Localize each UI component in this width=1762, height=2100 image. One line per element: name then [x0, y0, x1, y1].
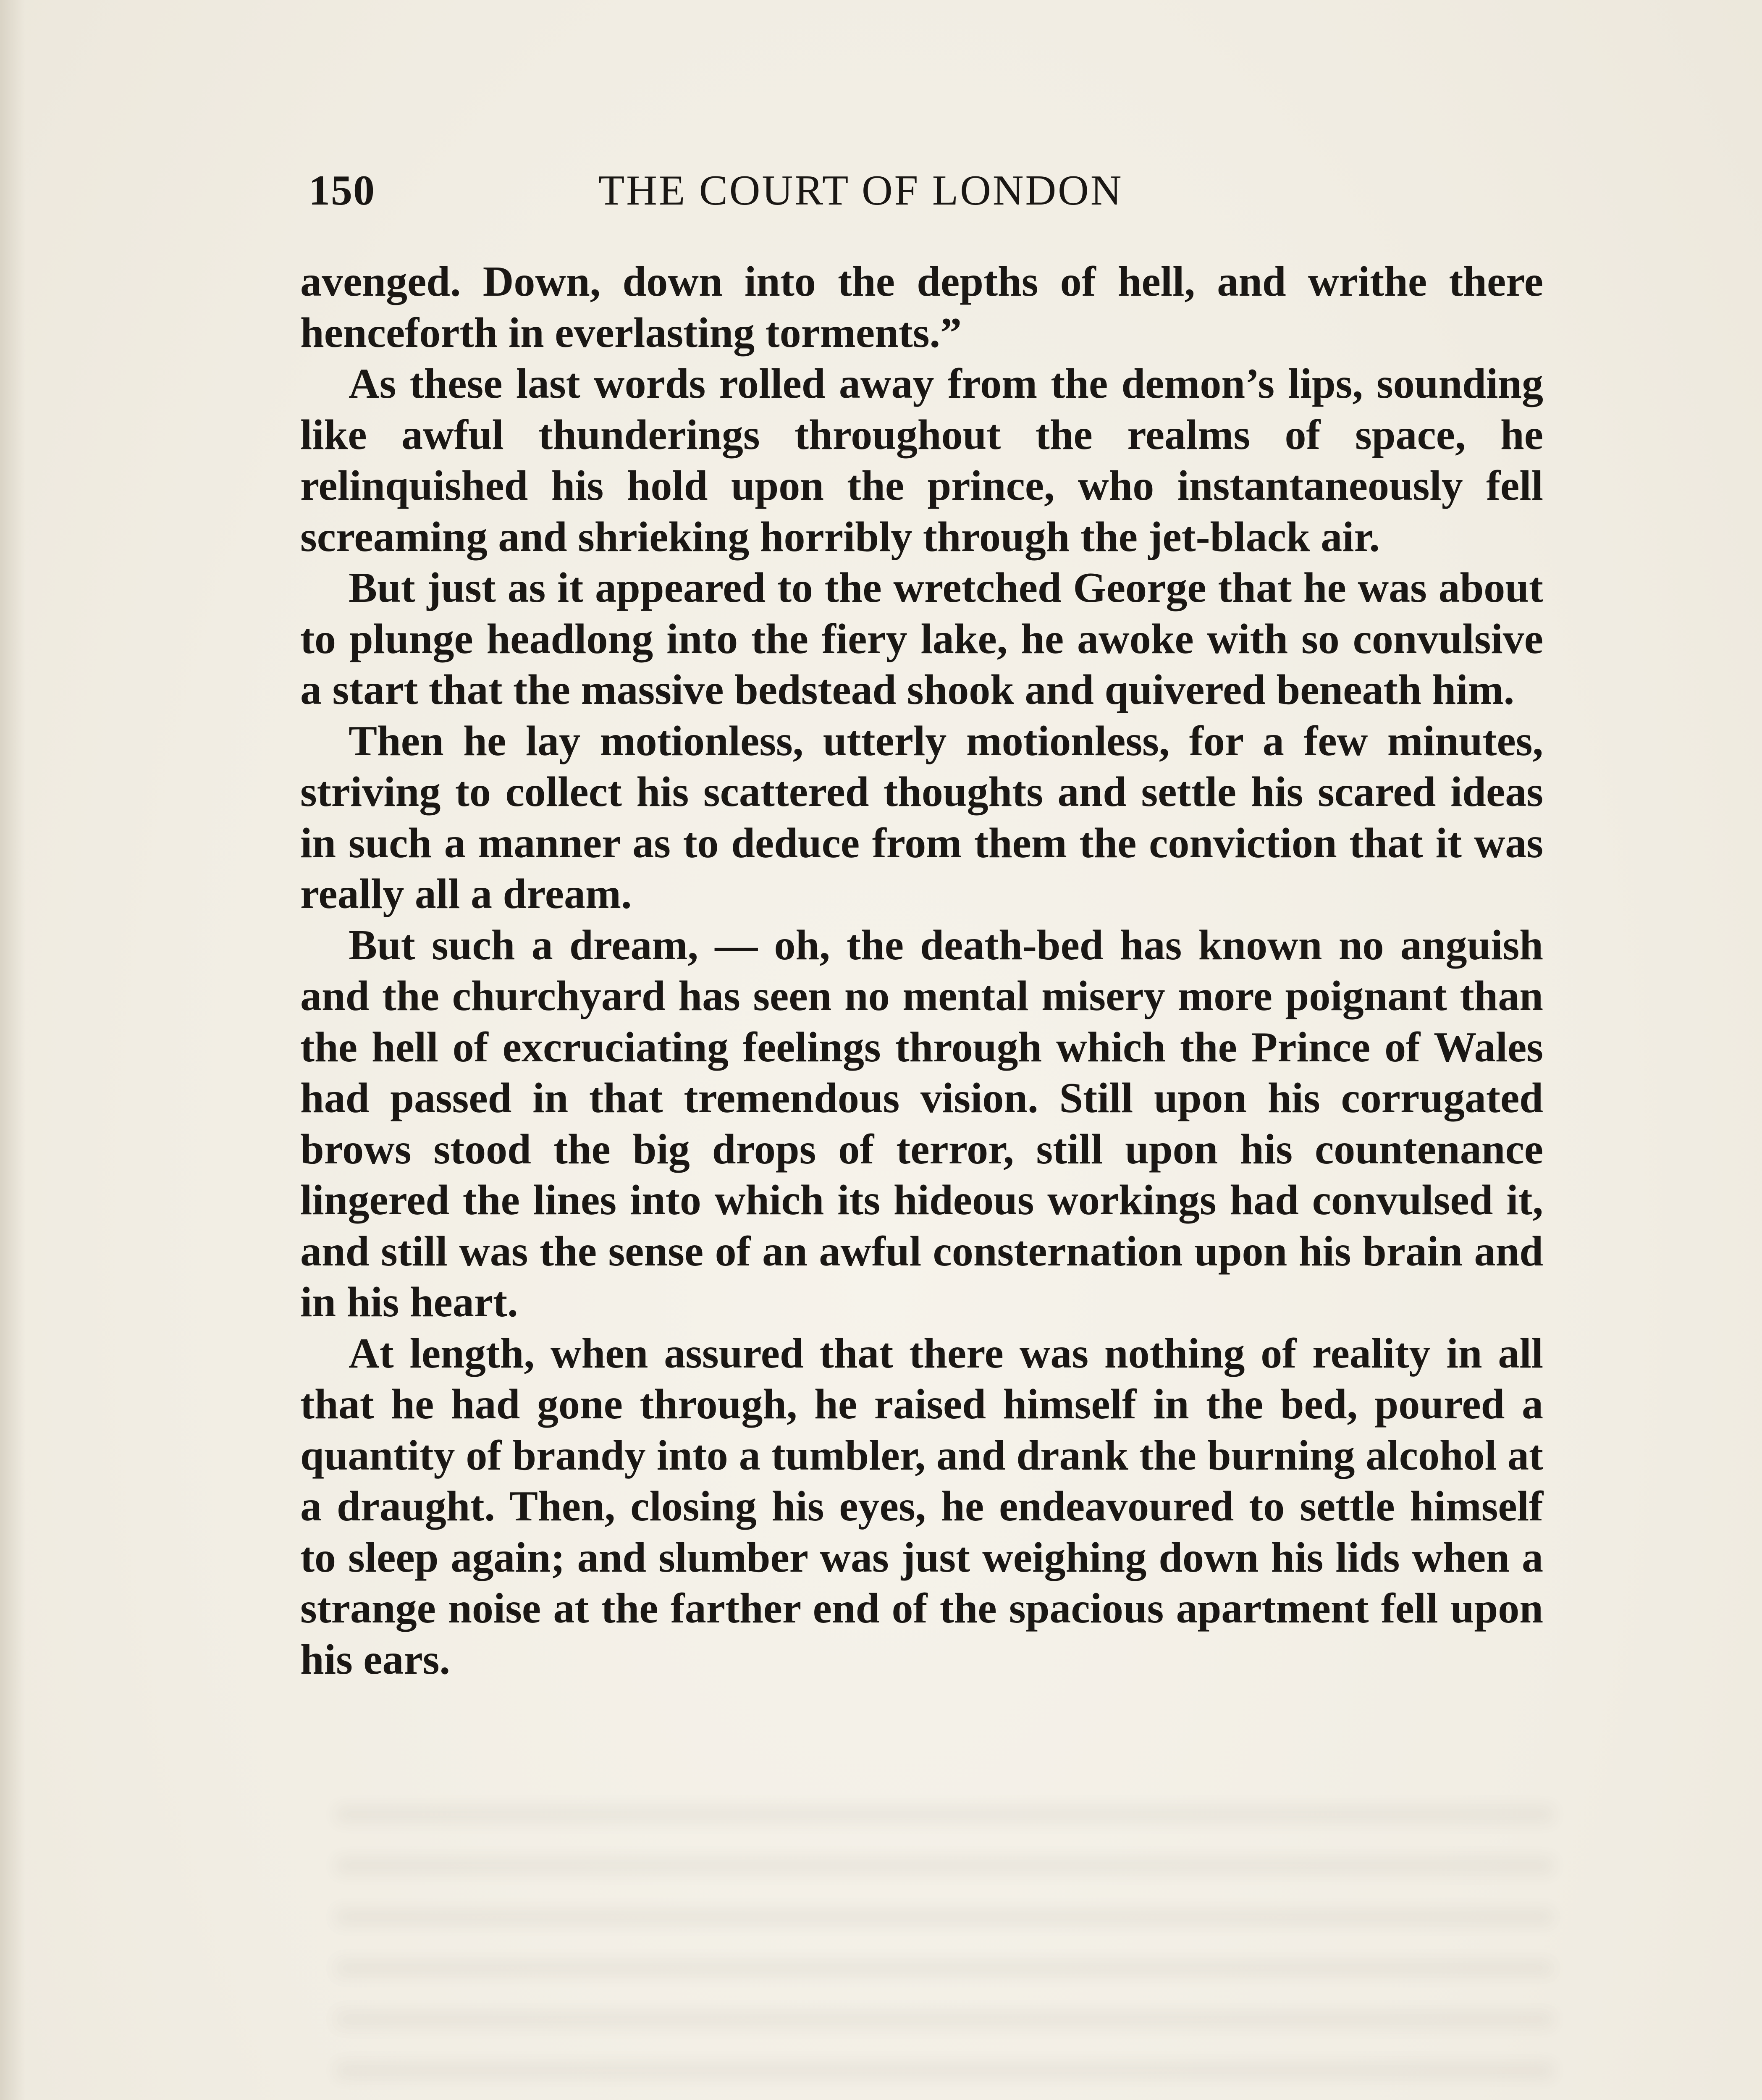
page-header — [309, 166, 1258, 225]
paragraph: But such a dream, — oh, the death-bed has known no anguish and the churchyard has seen no mental misery more poignant than the hell of excruciating feelings through which the Prince of Wales had passed in that tremendous vision. Still upon his corrugated brows stood the big drops of terror, still upon his countenance lingered the lines into which its hideous workings had convulsed it, and still was the sense of an awful consternation upon his brain and in his heart. — [300, 921, 1543, 1326]
paragraph: At length, when assured that there was nothing of reality in all that he had gone through, he raised himself in the bed, poured a quantity of brandy into a tumbler, and drank the burning alcohol at a draught. Then, closing his eyes, he endeavoured to settle himself to sleep again; and slumber was just weighing down his lids when a strange noise at the farther end of the spacious apartment fell upon his ears. — [300, 1329, 1543, 1683]
body-text — [300, 256, 1543, 1685]
paragraph: But just as it appeared to the wretched George that he was about to plunge headlong into the fiery lake, he awoke with so convulsive a start that the massive bedstead shook and quivered beneath him. — [300, 564, 1543, 714]
running-title: THE COURT OF LONDON — [598, 167, 1123, 214]
paragraph: As these last words rolled away from the demon’s lips, sounding like awful thunderings throughout the realms of space, he relinquished his hold upon the prince, who instantaneously fell screaming and shrieking horribly through the jet-black air. — [300, 360, 1543, 561]
page-gutter-shadow — [0, 0, 25, 2100]
paragraph: Then he lay motionless, utterly motionless, for a few minutes, striving to collect his scattered thoughts and settle his scared ideas in such a manner as to deduce from them the conviction that it was really all a dream. — [300, 717, 1543, 918]
paragraph: avenged. Down, down into the depths of hell, and writhe there henceforth in everlasting torments.” — [300, 258, 1543, 357]
page-number: 150 — [309, 167, 375, 214]
reverse-page-show-through — [336, 1806, 1554, 2100]
